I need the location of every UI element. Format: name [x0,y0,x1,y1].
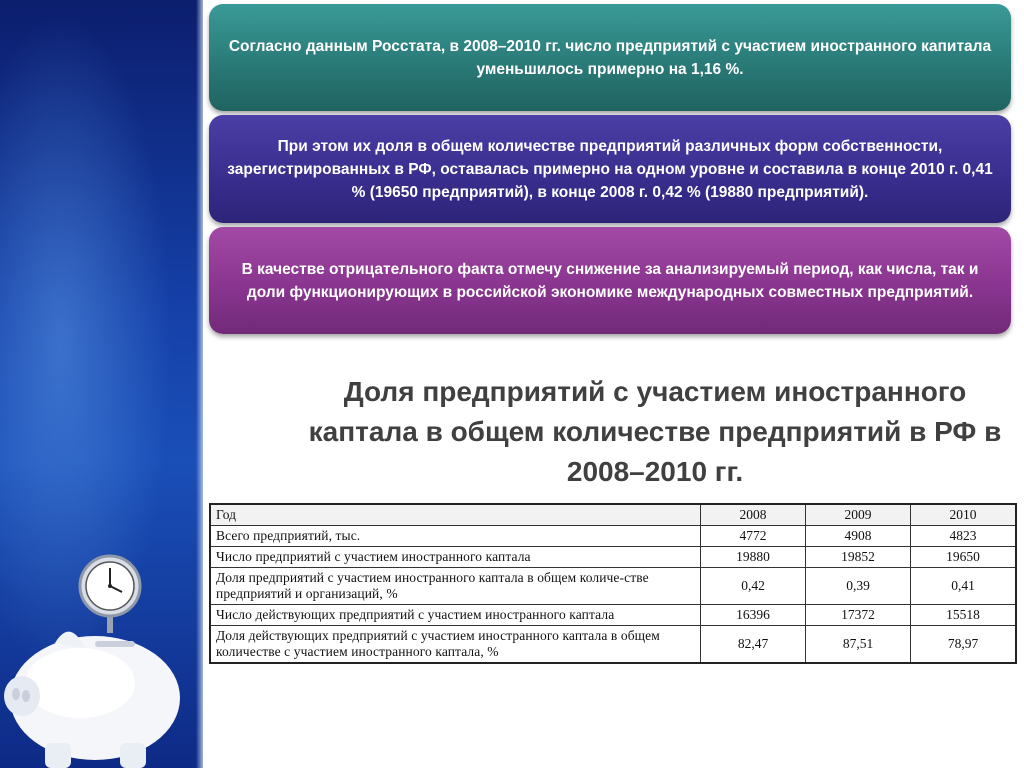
row-value: 4908 [806,526,911,547]
row-label: Доля действующих предприятий с участием иностранного каптала в общем количестве с участием иностранного каптала, % [210,626,701,664]
row-value: 15518 [911,605,1017,626]
row-label: Всего предприятий, тыс. [210,526,701,547]
info-box-text: В качестве отрицательного факта отмечу снижение за анализируемый период, как числа, так и доли функционирующих в российской экономике международных совместных предприятий. [241,260,979,301]
info-box-rosstat [209,4,1011,111]
title-line: 2008–2010 гг. [566,456,744,487]
row-value: 78,97 [911,626,1017,664]
row-value: 0,41 [911,568,1017,605]
row-value: 19880 [701,547,806,568]
title-line: каптала в общем количестве предприятий в РФ в [308,416,1002,447]
row-value: 17372 [806,605,911,626]
table-header-year: 2008 [701,504,806,526]
sidebar-background [0,0,203,768]
row-value: 19650 [911,547,1017,568]
row-value: 19852 [806,547,911,568]
row-value: 4772 [701,526,806,547]
table-row [210,568,1016,605]
table-row [210,605,1016,626]
info-box-text: При этом их доля в общем количестве предприятий различных форм собственности, зарегистрированных в РФ, оставалась примерно на одном уровне и составила в конце 2010 г. 0,41 % (19650 предприятий), в конце 2008 г. 0,42 % (19880 предприятий). [227,137,993,201]
table-header-year: 2009 [806,504,911,526]
page-title [215,372,1024,492]
row-label: Число действующих предприятий с участием иностранного каптала [210,605,701,626]
table-header-label: Год [210,504,701,526]
row-value: 16396 [701,605,806,626]
info-box-text: Согласно данным Росстата, в 2008–2010 гг. число предприятий с участием иностранного капитала уменьшилось примерно на 1,16 %. [228,37,992,78]
table-header-row [210,504,1016,526]
title-line: Доля предприятий с участием иностранного [343,376,967,407]
row-value: 87,51 [806,626,911,664]
table-row [210,526,1016,547]
row-label: Доля предприятий с участием иностранного каптала в общем количе-стве предприятий и организаций, % [210,568,701,605]
table-row [210,547,1016,568]
row-value: 0,42 [701,568,806,605]
row-value: 82,47 [701,626,806,664]
sidebar-edge [196,0,203,768]
piggy-bank-illustration [0,548,200,768]
info-box-negative-fact [209,227,1011,334]
enterprises-table [209,503,1017,664]
table-row [210,626,1016,664]
row-value: 4823 [911,526,1017,547]
row-value: 0,39 [806,568,911,605]
info-box-share [209,115,1011,223]
table-header-year: 2010 [911,504,1017,526]
row-label: Число предприятий с участием иностранного каптала [210,547,701,568]
